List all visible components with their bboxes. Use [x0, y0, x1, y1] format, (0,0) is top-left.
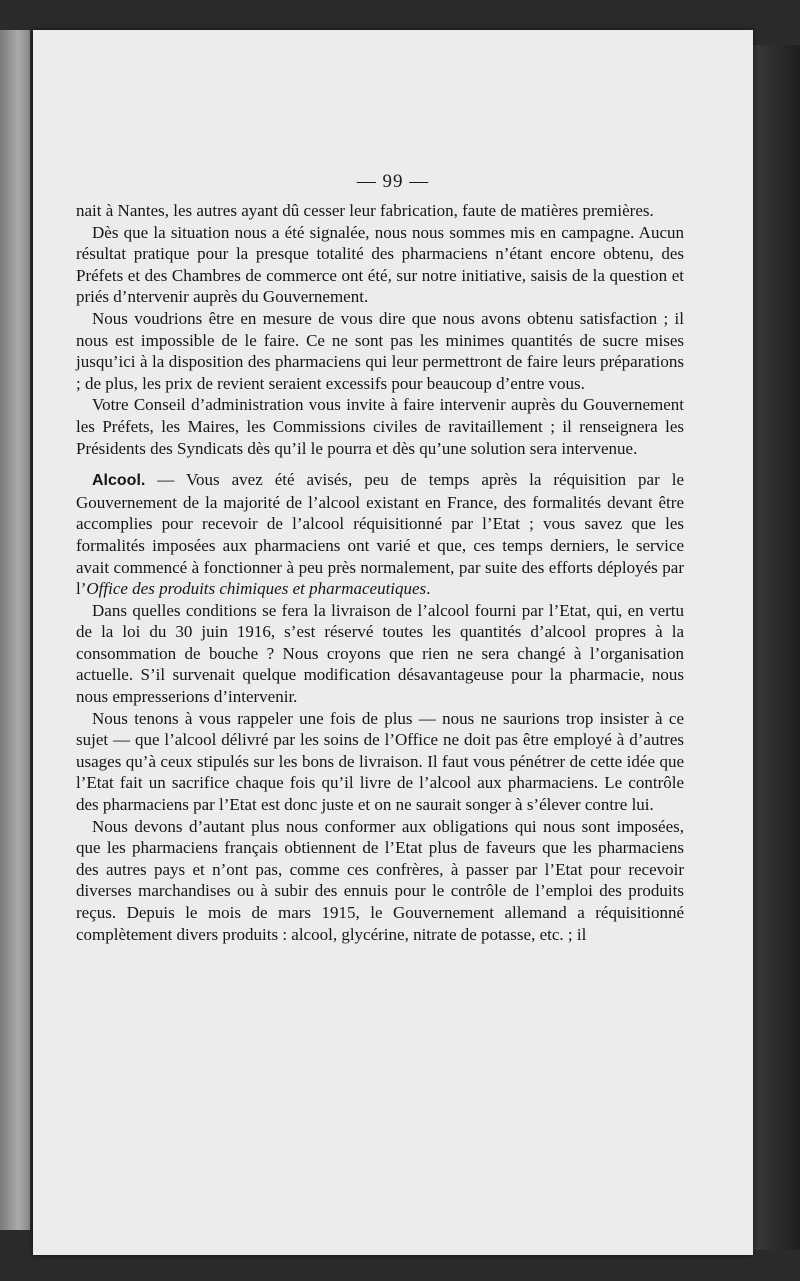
paragraph-3: Nous voudrions être en mesure de vous dire que nous avons obtenu satisfaction ; il nous est impossible de le faire. Ce ne sont pas les minimes quantités de sucre mises jusqu’ici à la disposition des pharmaciens qui leur permettront de faire leurs préparations ; de plus, les prix de revient seraient excessifs pour beaucoup d’entre vous.: [76, 308, 684, 393]
paragraph-6: Dans quelles conditions se fera la livraison de l’alcool fourni par l’Etat, qui, en vertu de la loi du 30 juin 1916, s’est réservé toutes les quantités d’alcool propres à la consommation de bouche ? Nous croyons que rien ne sera changé à l’organisation actuelle. S’il survenait quelque modification désavantageuse pour la pharmacie, nous nous empresserions d’intervenir.: [76, 600, 684, 707]
paragraph-4: Votre Conseil d’administration vous invite à faire intervenir auprès du Gouvernement les Préfets, les Maires, les Commissions civiles de ravitaillement ; il renseignera les Présidents des Syndicats dès qu’il le pourra et dès qu’une solution sera intervenue.: [76, 395, 684, 458]
paragraph-2: Dès que la situation nous a été signalée, nous nous sommes mis en campagne. Aucun résultat pratique pour la presque totalité des pharmaciens n’étant encore obtenu, des Préfets et des Chambres de commerce ont été, sur notre initiative, saisis de la question et priés d’ntervenir auprès du Gouvernement.: [76, 222, 684, 307]
paragraph-alcool-end: .: [426, 579, 431, 599]
page-number: — 99 —: [356, 171, 430, 192]
paragraph-alcool-body: — Vous avez été avisés, peu de temps après la réquisition par le Gouvernement de la majorité de l’alcool existant en France, des formalités devant être accomplies pour recevoir de l’alcool réquisitionné par l’Etat ; vous savez que les formalités imposées aux pharmaciens ont varié et que, ces temps derniers, le service avait commencé à fonctionner à peu près normalement, par suite des efforts déployés par l’: [76, 470, 684, 599]
paragraph-7: Nous tenons à vous rappeler une fois de plus — nous ne saurions trop insister à ce sujet — que l’alcool délivré par les soins de l’Office ne doit pas être employé à d’autres usages qu’à ceux stipulés sur les bons de livraison. Il faut vous pénétrer de cette idée que l’Etat fait un sacrifice chaque fois qu’il livre de l’alcool aux pharmaciens. Le contrôle des pharmaciens par l’Etat est donc juste et on ne saurait songer à s’élever contre lui.: [76, 708, 684, 815]
document-page: [33, 30, 753, 1255]
paragraph-1: nait à Nantes, les autres ayant dû cesser leur fabrication, faute de matières premières.: [76, 201, 654, 220]
body-text: [76, 200, 684, 945]
paragraph-alcool-italic: Office des produits chimiques et pharmaceutiques: [86, 579, 427, 599]
book-left-edge: [0, 30, 30, 1230]
book-right-edge: [753, 45, 800, 1250]
section-heading-alcool: Alcool.: [92, 472, 146, 490]
paragraph-alcool: [76, 469, 684, 600]
paragraph-8: Nous devons d’autant plus nous conformer aux obligations qui nous sont imposées, que les pharmaciens français obtiennent de l’Etat plus de faveurs que les pharmaciens des autres pays et n’ont pas, comme ces confrères, à passer par l’Etat pour recevoir diverses marchandises ou à subir des ennuis pour le contrôle de l’emploi des produits reçus. Depuis le mois de mars 1915, le Gouvernement allemand a réquisitionné complètement divers produits : alcool, glycérine, nitrate de potasse, etc. ; il: [76, 816, 684, 944]
